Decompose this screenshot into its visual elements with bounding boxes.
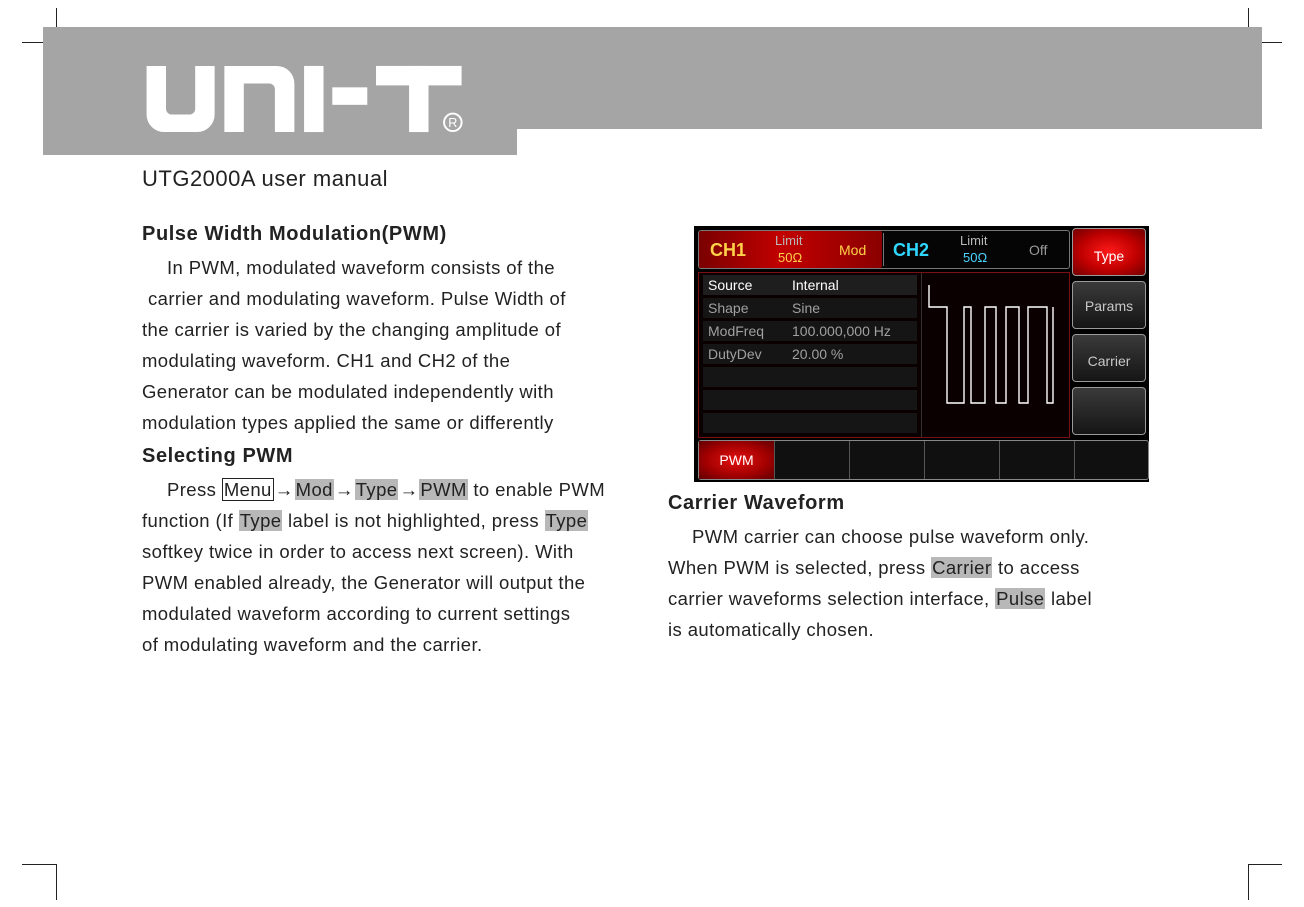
pwm-menu-key[interactable]: [699, 441, 775, 479]
selecting-pwm-title: Selecting PWM: [142, 445, 294, 467]
ch1-limit: Limit: [775, 233, 803, 248]
parameter-panel: [698, 272, 1070, 438]
panel-divider: [921, 273, 922, 437]
carrier-waveform-title: Carrier Waveform: [668, 492, 845, 514]
parameter-value: 20.00 %: [792, 346, 844, 362]
bottom-menu-bar: [698, 440, 1149, 480]
header-band-extension: [517, 27, 1262, 129]
empty-softkey[interactable]: [1072, 387, 1146, 435]
generator-screen: [694, 226, 1149, 482]
paragraph-line: modulated waveform according to current settings: [142, 603, 571, 624]
pwm-section-title: Pulse Width Modulation(PWM): [142, 223, 447, 245]
paragraph-line: carrier and modulating waveform. Pulse Width of: [148, 288, 566, 309]
arrow-icon: →: [274, 479, 294, 500]
paragraph-line: [668, 583, 1092, 614]
pwm-menu-key-label: PWM: [719, 452, 754, 468]
parameter-row-source[interactable]: [703, 275, 917, 295]
params-softkey-label: Params: [1084, 298, 1134, 314]
carrier-softkey[interactable]: [1072, 334, 1146, 382]
carrier-paragraph: [668, 521, 1092, 645]
pulse-key-label: Pulse: [996, 588, 1045, 609]
selecting-pwm-paragraph: [142, 474, 605, 660]
pwm-waveform-preview: [925, 277, 1063, 431]
ch2-limit: Limit: [960, 233, 988, 248]
empty-menu-key[interactable]: [1075, 441, 1148, 479]
empty-menu-key[interactable]: [925, 441, 1000, 479]
menu-key-label: Menu: [223, 479, 272, 500]
crop-mark: [56, 864, 57, 900]
pwm-paragraph: [142, 252, 566, 438]
uni-t-logo: [142, 64, 472, 134]
parameter-name: Source: [708, 277, 753, 293]
crop-mark: [1248, 864, 1282, 865]
channel-bar: [698, 230, 1070, 269]
type-key-label: Type: [239, 510, 282, 531]
registered-mark: R: [448, 116, 458, 131]
channel-divider: [883, 233, 884, 266]
carrier-key-label: Carrier: [932, 557, 992, 578]
paragraph-line: modulating waveform. CH1 and CH2 of the: [142, 350, 511, 371]
type-key-label: Type: [545, 510, 588, 531]
ch1-status: Mod: [839, 242, 867, 258]
params-softkey[interactable]: [1072, 281, 1146, 329]
instruction-text: label is not highlighted, press: [288, 510, 539, 531]
paragraph-line: [142, 474, 605, 505]
paragraph-line: [142, 505, 605, 536]
press-text: Press: [167, 479, 217, 500]
empty-parameter-row: [703, 390, 917, 410]
paragraph-line: In PWM, modulated waveform consists of the: [167, 257, 555, 278]
instruction-text: to access: [997, 557, 1080, 578]
ch2-status: Off: [1029, 242, 1048, 258]
parameter-row-modfreq[interactable]: [703, 321, 917, 341]
ch1-label: CH1: [710, 240, 747, 260]
instruction-text: When PWM is selected, press: [668, 557, 926, 578]
parameter-name: ModFreq: [708, 323, 765, 339]
empty-menu-key[interactable]: [850, 441, 925, 479]
ch1-impedance: 50Ω: [778, 250, 803, 265]
parameter-name: DutyDev: [708, 346, 762, 362]
parameter-name: Shape: [708, 300, 749, 316]
paragraph-line: of modulating waveform and the carrier.: [142, 634, 483, 655]
manual-title: UTG2000A user manual: [142, 166, 389, 191]
paragraph-line: Generator can be modulated independently with: [142, 381, 554, 402]
arrow-icon: →: [399, 479, 419, 500]
parameter-row-dutydev[interactable]: [703, 344, 917, 364]
instruction-text: carrier waveforms selection interface,: [668, 588, 990, 609]
type-softkey-label: Type: [1093, 248, 1125, 264]
instruction-text: to enable PWM: [473, 479, 606, 500]
empty-parameter-row: [703, 413, 917, 433]
parameter-row-shape[interactable]: [703, 298, 917, 318]
paragraph-line: is automatically chosen.: [668, 619, 874, 640]
pwm-key-label: PWM: [420, 479, 467, 500]
paragraph-line: [668, 552, 1092, 583]
paragraph-line: PWM enabled already, the Generator will output the: [142, 572, 586, 593]
empty-menu-key[interactable]: [775, 441, 850, 479]
paragraph-line: softkey twice in order to access next screen). With: [142, 541, 574, 562]
type-softkey[interactable]: [1072, 228, 1146, 276]
ch2-impedance: 50Ω: [963, 250, 988, 265]
type-key-label: Type: [355, 479, 398, 500]
instruction-text: label: [1050, 588, 1093, 609]
paragraph-line: the carrier is varied by the changing amplitude of: [142, 319, 561, 340]
instruction-text: function (If: [142, 510, 234, 531]
mod-key-label: Mod: [295, 479, 333, 500]
ch2-label: CH2: [893, 240, 930, 260]
crop-mark: [22, 864, 56, 865]
parameter-value: Internal: [792, 277, 839, 293]
carrier-softkey-label: Carrier: [1087, 353, 1131, 369]
crop-mark: [1248, 864, 1249, 900]
parameter-value: Sine: [792, 300, 821, 316]
empty-menu-key[interactable]: [1000, 441, 1075, 479]
paragraph-line: modulation types applied the same or differently: [142, 412, 554, 433]
empty-parameter-row: [703, 367, 917, 387]
parameter-value: 100.000,000 Hz: [792, 323, 891, 339]
arrow-icon: →: [334, 479, 354, 500]
paragraph-line: PWM carrier can choose pulse waveform only.: [692, 526, 1090, 547]
